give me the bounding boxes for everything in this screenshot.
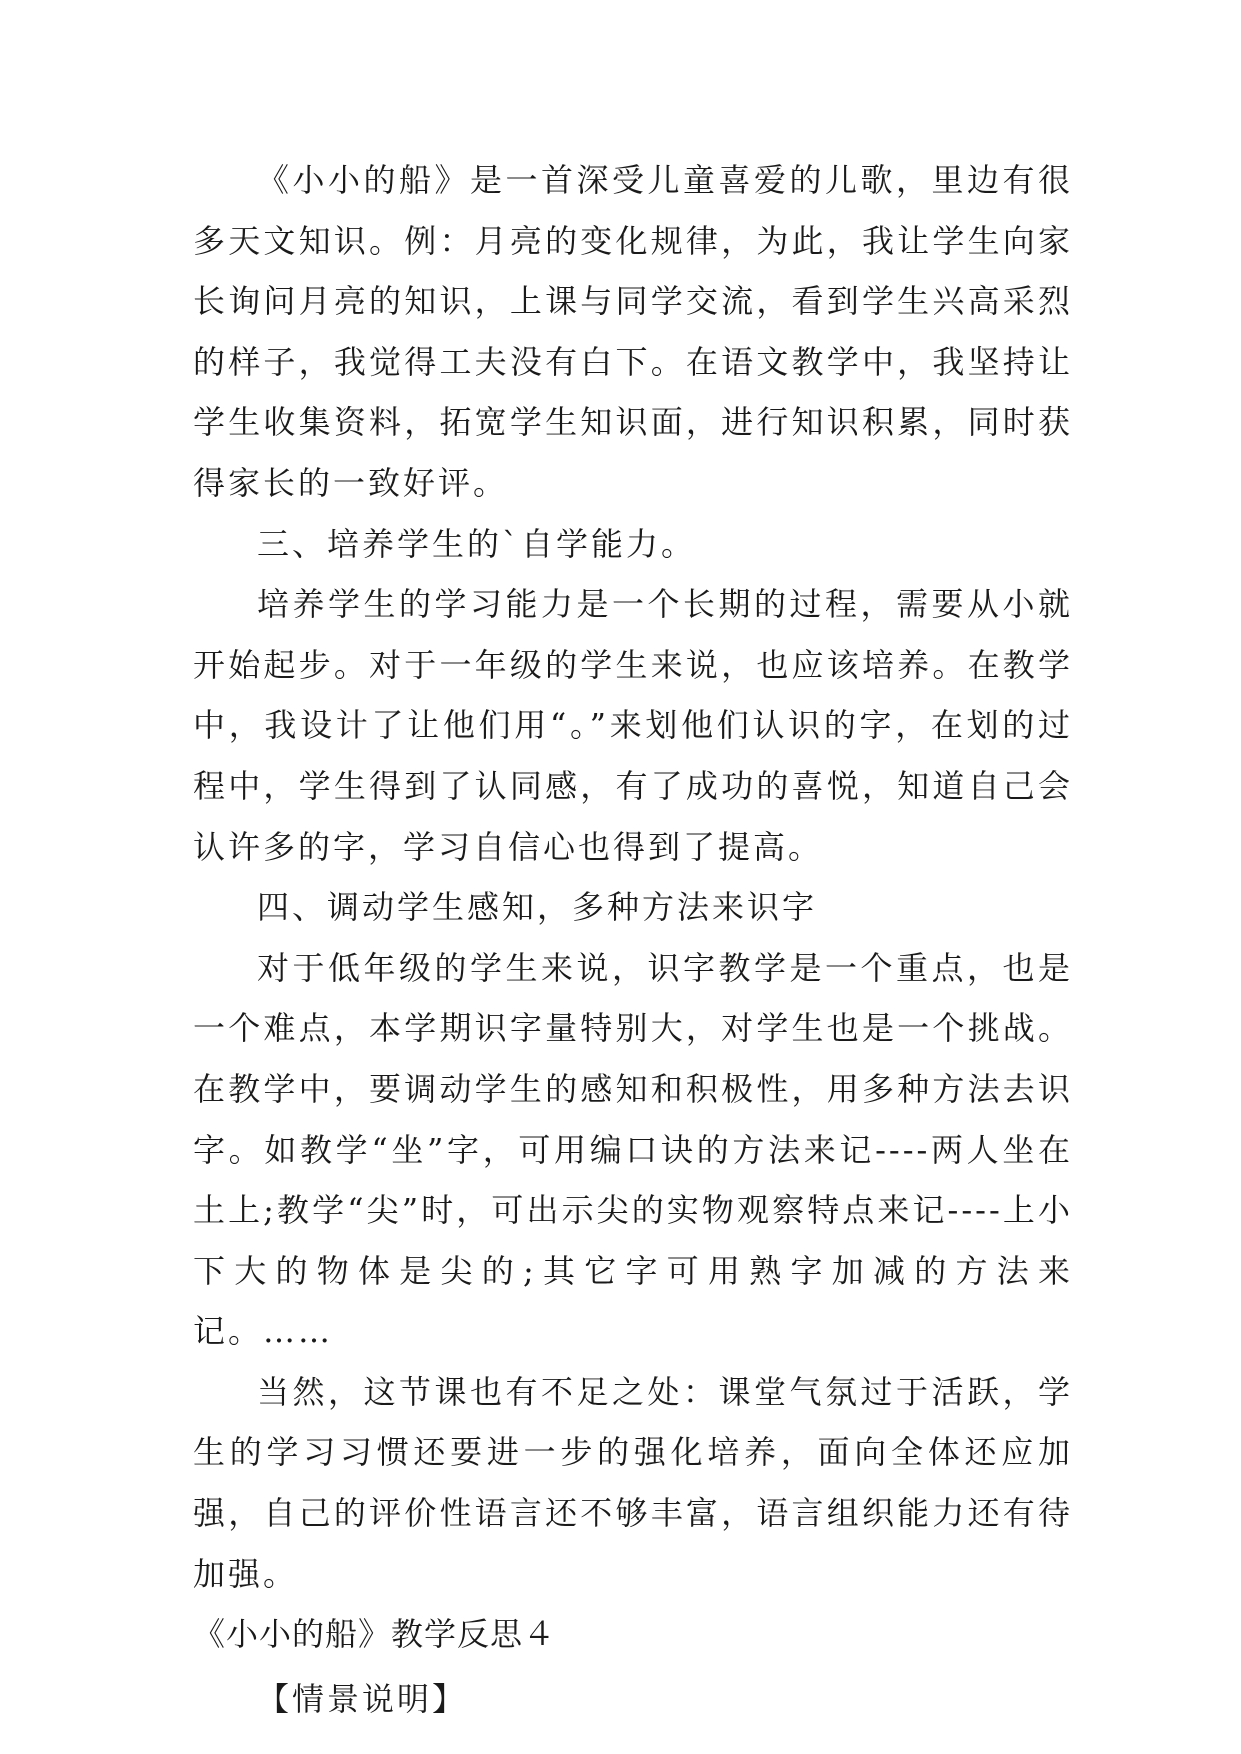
paragraph-shortcomings: 当然，这节课也有不足之处：课堂气氛过于活跃，学生的学习习惯还要进一步的强化培养，面向全体还应加强，自己的评价性语言还不够丰富，语言组织能力还有待加强。	[193, 1372, 1073, 1593]
paragraph-self-study: 培养学生的学习能力是一个长期的过程，需要从小就开始起步。对于一年级的学生来说，也应该培养。在教学中，我设计了让他们用“。”来划他们认识的字，在划的过程中，学生得到了认同感，有了成功的喜悦，知道自己会认许多的字，学习自信心也得到了提高。	[193, 585, 1073, 866]
paragraph-literacy-methods: 对于低年级的学生来说，识字教学是一个重点，也是一个难点，本学期识字量特别大，对学生也是一个挑战。在教学中，要调动学生的感知和积极性，用多种方法去识字。如教学“坐”字，可用编口诀的方法来记----两人坐在土上;教学“尖”时，可出示尖的实物观察特点来记----上小下大的物体是尖的;其它字可用熟字加减的方法来记。……	[193, 948, 1073, 1351]
subheading-scenario: 【情景说明】	[257, 1679, 468, 1718]
heading-literacy-methods: 四、调动学生感知，多种方法来识字	[257, 888, 818, 927]
paragraph-intro: 《小小的船》是一首深受儿童喜爱的儿歌，里边有很多天文知识。例：月亮的变化规律，为此，我让学生向家长询问月亮的知识，上课与同学交流，看到学生兴高采烈的样子，我觉得工夫没有白下。在语文教学中，我坚持让学生收集资料，拓宽学生知识面，进行知识积累，同时获得家长的一致好评。	[193, 161, 1073, 502]
document-body	[193, 150, 1073, 1729]
section-title: 《小小的船》教学反思４	[193, 1615, 557, 1654]
heading-self-study: 三、培养学生的`自学能力。	[257, 524, 697, 563]
